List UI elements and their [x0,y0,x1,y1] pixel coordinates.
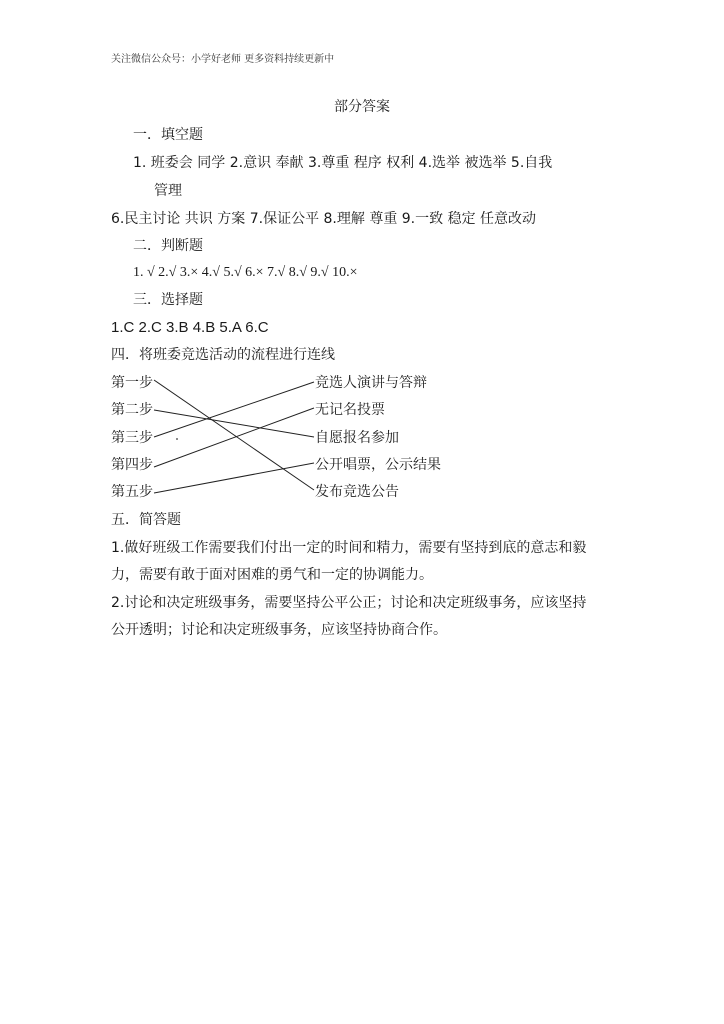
match-line-step1 [154,380,314,490]
activity-label: 竞选人演讲与答辩 [315,375,427,391]
stray-dot [176,438,178,440]
section1-line2: 管理 [154,183,182,199]
section3-answers: 1.C 2.C 3.B 4.B 5.A 6.C [111,319,269,336]
section4-heading: 四．将班委竞选活动的流程进行连线 [111,347,335,363]
step-label: 第一步 [111,375,153,391]
step-label: 第四步 [111,457,153,473]
header-note: 关注微信公众号：小学好老师 更多资料持续更新中 [111,54,335,65]
activity-label: 公开唱票，公示结果 [315,457,441,473]
match-line-step4 [154,408,314,467]
section2-answers: 1. √ 2.√ 3.× 4.√ 5.√ 6.× 7.√ 8.√ 9.√ 10.× [133,265,358,280]
page-title: 部分答案 [334,99,390,115]
activity-label: 无记名投票 [315,402,385,418]
q2-line1: 2.讨论和决定班级事务，需要坚持公平公正；讨论和决定班级事务，应该坚持 [111,595,587,611]
step-label: 第五步 [111,484,153,500]
match-line-step2 [154,410,314,437]
match-line-step5 [154,463,314,493]
step-label: 第二步 [111,402,153,418]
section3-heading: 三．选择题 [133,292,203,308]
match-line-step3 [154,382,314,437]
section1-line1: 1. 班委会 同学 2.意识 奉献 3.尊重 程序 权利 4.选举 被选举 5.自我 [133,155,553,171]
activity-label: 发布竞选公告 [315,484,399,500]
section2-heading: 二．判断题 [133,238,203,254]
activity-label: 自愿报名参加 [315,430,399,446]
section1-line3: 6.民主讨论 共识 方案 7.保证公平 8.理解 尊重 9.一致 稳定 任意改动 [111,211,537,227]
section5-heading: 五．简答题 [111,512,181,528]
q2-line2: 公开透明；讨论和决定班级事务，应该坚持协商合作。 [111,622,447,638]
section1-heading: 一．填空题 [133,127,203,143]
q1-line2: 力，需要有敢于面对困难的勇气和一定的协调能力。 [111,567,433,583]
step-label: 第三步 [111,430,153,446]
q1-line1: 1.做好班级工作需要我们付出一定的时间和精力，需要有坚持到底的意志和毅 [111,540,587,556]
